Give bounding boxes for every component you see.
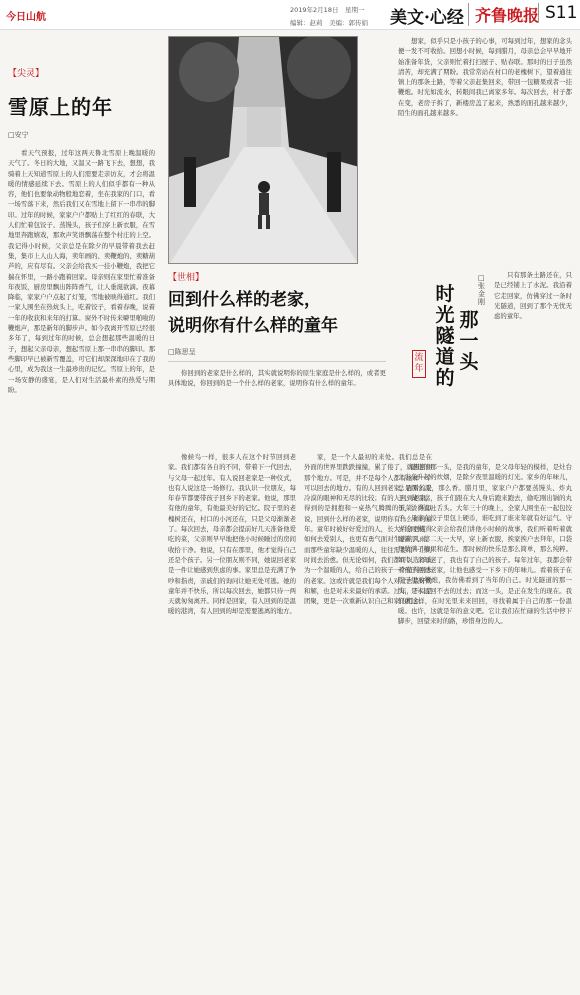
street-photo	[168, 36, 358, 264]
article-tunnel-title-area	[398, 270, 488, 460]
article-title[interactable]: 雪原上的年	[8, 95, 113, 119]
title-line-2: 说明你有什么样的童年	[168, 316, 338, 336]
article-tag: 流年	[412, 350, 426, 378]
street-scene-image	[169, 37, 358, 264]
title-line-1: 回到什么样的老家，	[168, 290, 321, 310]
article-tunnel-body-bottom: 隧道的那一头，是我的童年，是父母年轻的模样，是灶台上袅袅升起的炊烟，是除夕夜里温暖的灯光。家乡的年味儿，总是那么浓，那么香。腊月里，家家户户都要蒸馒头、炸丸子、做豆腐，孩子们跟在大人身后跑来跑去，偷吃刚出锅的丸子，烫得直吐舌头。大年三十的晚上，全家人围坐在一起包饺子，母亲在饺子里包上硬币，谁吃到了谁来年就有好运气。守岁的时候，父亲会给我们讲他小时候的故事，我们听着听着就睡着了。第二天一大早，穿上新衣服，挨家挨户去拜年，口袋里装满了糖果和花生。那时候的快乐是那么简单，那么纯粹。如今，父母老了，我也有了自己的孩子。每年过年，我都会带着孩子回到老家，让他也感受一下乡下的年味儿。看着孩子在院子里放鞭炮，我仿佛看到了当年的自己。时光隧道的那一头，是永远回不去的过去；而这一头，是正在发生的现在。我们就这样，在时光里来来回回，寻找着属于自己的那一份温暖。也许，这就是年的意义吧。它让我们在忙碌的生活中停下脚步，回望来时的路，珍惜身边的人。	[398, 463, 572, 626]
masthead	[290, 3, 578, 29]
article-lead: 你回到的老家是什么样的，其实就说明你的原生家庭是什么样的，或者更具体地说，你回到的是一个什么样的老家，说明你有什么样的童年。	[168, 361, 386, 389]
article-body-col1: 像候鸟一样，很多人在这个时节回到老家。我们都有各自的不同，带着下一代回去，与父母一起过年。有人说回老家是一种仪式，也有人说这是一场修行。我认识一位朋友，每年春节都要带孩子回乡下的老家。他说，那里有他的童年，有他最美好的记忆。院子里的老槐树还在，村口的小河还在，只是父母渐渐老了。每次回去，母亲都会提前好几天准备他爱吃的菜，父亲则早早地把他小时候睡过的房间收拾干净。他说，只有在那里，他才觉得自己还是个孩子。另一位朋友则不同，她说回老家是一件让她感到焦虑的事。家里总是充满了争吵和指责，亲戚们的询问让她无处可逃。她的童年并不快乐，所以每次回去，她都只待一两天就匆匆离开。同样是回家，有人回到的是温暖的港湾，有人回到的却是需要逃离的地方。	[168, 453, 296, 616]
article-title[interactable]	[168, 287, 386, 339]
section-title: 美文·心经	[390, 8, 464, 28]
title-line-1[interactable]: 那一头	[459, 309, 479, 373]
article-tunnel-body-side: 只有那条土路还在，只是已经铺上了水泥。我沿着它走回家，仿佛穿过一条时光隧道，回到了那个无忧无虑的童年。	[494, 271, 572, 321]
article-tag: 【尖灵】	[8, 69, 45, 79]
app-title[interactable]: 今日山航	[6, 12, 46, 23]
newspaper-logo: 齐鲁晚报	[468, 3, 539, 26]
issue-date: 2019年2月18日 星期一	[290, 6, 365, 14]
article-byline: □张金刚	[478, 274, 485, 306]
app-bar	[0, 0, 580, 30]
title-line-2[interactable]: 时光隧道的	[435, 283, 455, 389]
article-tunnel-body-top: 想家，似乎只是小孩子的心事，可每到过年，想家的念头便一发不可收拾。回想小时候，每到腊月，母亲总会早早地开始准备年货，父亲则忙着打扫屋子、贴春联。那时的日子虽然清苦，却充满了期盼。我常常站在村口的老槐树下，望着通往镇上的那条土路，等着父亲赶集回来，带回一包糖果或者一挂鞭炮。时光如流水，转眼间我已离家多年。每次回去，村子都在变，老房子拆了，新楼房盖了起来，熟悉的面孔越来越少，陌生的面孔越来越多。	[398, 37, 572, 118]
article-hometown	[168, 270, 386, 389]
article-byline: □安宁	[8, 131, 29, 139]
article-tag: 【世相】	[168, 273, 205, 283]
editor-credit: 编辑：赵莉 美编：郭传娟	[290, 19, 368, 27]
article-snow-new-year	[8, 66, 155, 968]
page-number: S11	[538, 3, 577, 23]
article-byline: □陈思呈	[168, 348, 196, 356]
article-body-col2: 家，是一个人最初的来处。我们总是在外面的世界里跌跌撞撞，累了倦了，就想回到那个地方。可是，并不是每个人都有这样一个可以回去的地方。有的人回到老家，面对的是冷漠的眼神和无尽的比较；有的人回到老家，得到的是拥抱和一桌热气腾腾的饭菜。所以说，回到什么样的老家，说明你有什么样的童年。童年时被好好爱过的人，长大后会更懂得如何去爱别人，也更有勇气面对生活的风雨。而那些童年缺少温暖的人，往往需要用一生的时间去治愈。但无论如何，我们都可以选择成为一个温暖的人，给自己的孩子一个值得回去的老家。这或许就是我们每个人对过去最好的和解，也是对未来最好的承诺。过年，不只是团聚，更是一次重新认识自己和家的机会。	[304, 453, 432, 606]
article-body: 看天气预报，过年这两天鲁北雪原上晚温暖的天气了。冬日的大地，又温又一路飞下去，想想，我骑着上天知道雪原上的人们需要走亲访友，才会将温暖的情感延续下去。雪原上的人们似乎都有一种从容，他们也要象动物般地恋着，坐在我家的门口，看一场雪落下来，然后我们又在雪地上留下一串串的脚印。过年的时候，家家户户都贴上了红红的春联，大人们忙着包饺子、蒸馒头，孩子们穿上新衣服，在雪地里奔跑嬉戏，那欢声笑语飘荡在整个村庄的上空。我记得小时候，父亲总是在除夕的早晨带着我去赶集，集市上人山人海，卖年画的、卖鞭炮的、卖糖葫芦的，应有尽有。父亲会给我买一挂小鞭炮，我把它揣在怀里，一路小跑着回家。母亲则在家里忙着准备年夜饭，厨房里飘出阵阵香气，让人垂涎欲滴。夜幕降临，家家户户点起了灯笼，雪地被映得通红。我们一家人围坐在热炕头上，吃着饺子，看着春晚，说着一年的收获和来年的打算。窗外不时传来噼里啪啦的鞭炮声，那是新年的脚步声。如今我离开雪原已经很多年了，每到过年的时候，总会想起那些温暖的日子，想起父亲母亲，想起雪原上那一串串的脚印。那些脚印早已被新雪覆盖，可它们却深深地印在了我的心里，成为我这一生最珍贵的记忆。雪原上的年，是一场安静的盛宴，是人们对生活最朴素的热爱与期盼。	[8, 149, 155, 394]
